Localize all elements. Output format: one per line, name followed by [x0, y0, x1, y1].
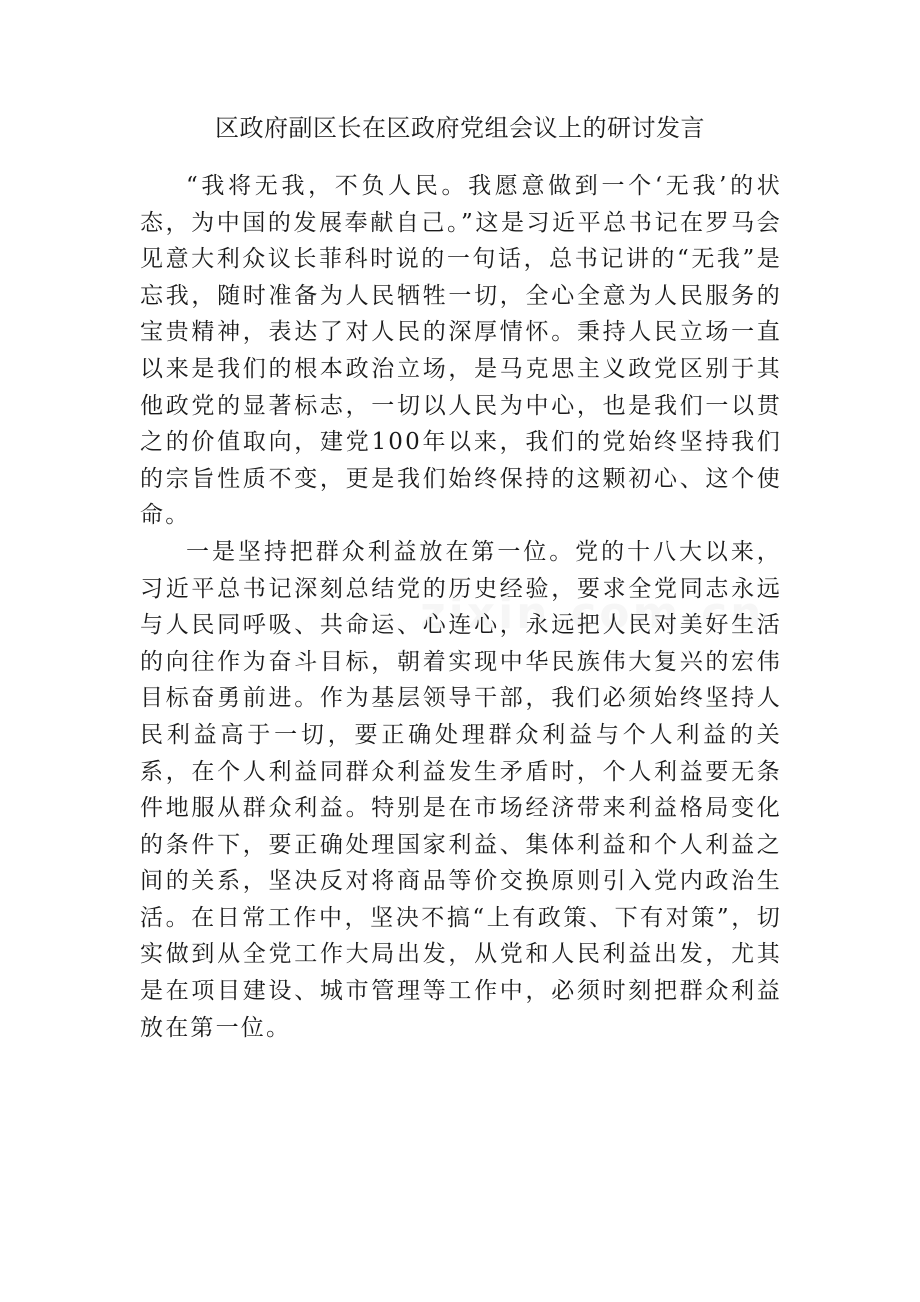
paragraph-intro: “我将无我，不负人民。我愿意做到一个‘无我’的状态，为中国的发展奉献自己。”这是习近平总书记在罗马会见意大利众议长菲科时说的一句话，总书记讲的“无我”是忘我，随时准备为人民牺牲一切，全心全意为人民服务的宝贵精神，表达了对人民的深厚情怀。秉持人民立场一直以来是我们的根本政治立场，是马克思主义政党区别于其他政党的显著标志，一切以人民为中心，也是我们一以贯之的价值取向，建党100年以来，我们的党始终坚持我们的宗旨性质不变，更是我们始终保持的这颗初心、这个使命。 — [140, 173, 782, 529]
document-title: 区政府副区长在区政府党组会议上的研讨发言 — [215, 114, 705, 142]
paragraph-point-one: 一是坚持把群众利益放在第一位。党的十八大以来，习近平总书记深刻总结党的历史经验，要求全党同志永远与人民同呼吸、共命运、心连心，永远把人民对美好生活的向往作为奋斗目标，朝着实现中华民族伟大复兴的宏伟目标奋勇前进。作为基层领导干部，我们必须始终坚持人民利益高于一切，要正确处理群众利益与个人利益的关系，在个人利益同群众利益发生矛盾时，个人利益要无条件地服从群众利益。特别是在市场经济带来利益格局变化的条件下，要正确处理国家利益、集体利益和个人利益之间的关系，坚决反对将商品等价交换原则引入党内政治生活。在日常工作中，坚决不搞“上有政策、下有对策”，切实做到从全党工作大局出发，从党和人民利益出发，尤其是在项目建设、城市管理等工作中，必须时刻把群众利益放在第一位。 — [140, 538, 782, 1041]
document-body — [140, 168, 782, 1046]
